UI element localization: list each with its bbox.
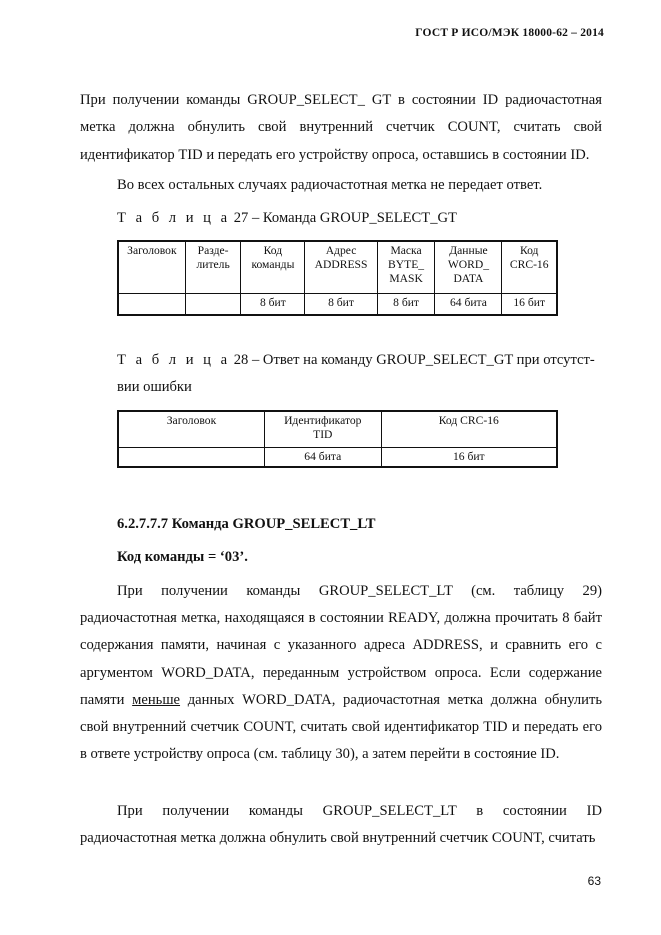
command-code: Код команды = ‘03’. (117, 549, 248, 565)
paragraph-3-text-after: данных WORD_DATA, радиочастотная метка должна обнулить свой внутренний счетчик COUNT, считать свой идентификатор TID и передать его в ответе устройству опроса (см. таблицу 30), а затем перейти в состояние ID. (80, 691, 602, 763)
table-27-value-cell: 8 бит (305, 293, 377, 315)
table-28-header-cell: Заголовок (118, 411, 264, 447)
table-27-value-row (118, 293, 557, 315)
table-28-value-cell: 16 бит (381, 447, 557, 467)
table-28 (117, 410, 558, 468)
table-27-value-cell: 64 бита (435, 293, 502, 315)
table-28-caption-line2: вии ошибки (117, 379, 192, 395)
table-28-value-cell (118, 447, 264, 467)
table-27-header-cell: Заголовок (118, 241, 185, 293)
paragraph-1 (80, 60, 602, 169)
paragraph-1-text: При получении команды GROUP_SELECT_ GT в состоянии ID радиочастотная метка должна обнулить свой внутренний счетчик COUNT, считать свой идентификатор TID и передать его устройству опроса, оставшись в состоянии ID. (80, 92, 602, 163)
table-27-header-cell: Код команды (241, 241, 305, 293)
table-28-caption (117, 349, 602, 371)
table-28-value-cell: 64 бита (264, 447, 381, 467)
table-28-caption-text: 28 – Ответ на команду GROUP_SELECT_GT при отсутст- (230, 352, 595, 368)
table-27-value-cell: 8 бит (241, 293, 305, 315)
table-27-caption-prefix: Т а б л и ц а (117, 210, 231, 226)
table-27-caption-text: 27 – Команда GROUP_SELECT_GT (230, 210, 457, 226)
table-27-value-cell (185, 293, 241, 315)
paragraph-4: При получении команды GROUP_SELECT_LT в состоянии ID радиочастотная метка должна обнулить свой внутренний счетчик COUNT, считать (80, 803, 602, 847)
table-28-header-cell: Идентификатор TID (264, 411, 381, 447)
table-27-value-cell: 16 бит (502, 293, 557, 315)
page-number: 63 (587, 874, 601, 888)
table-28-caption-prefix: Т а б л и ц а (117, 352, 231, 368)
paragraph-3 (80, 578, 602, 768)
paragraph-2: Во всех остальных случаях радиочастотная метка не передает ответ. (117, 177, 543, 193)
table-27-header-cell: Данные WORD_ DATA (435, 241, 502, 293)
table-27-header-cell: Разде- литель (185, 241, 241, 293)
table-28-header-row (118, 411, 557, 447)
section-heading: 6.2.7.7.7 Команда GROUP_SELECT_LT (117, 516, 376, 532)
table-27-value-cell: 8 бит (377, 293, 435, 315)
table-27-header-cell: Код CRC-16 (502, 241, 557, 293)
paragraph-3-text-before: При получении команды GROUP_SELECT_LT (см. таблицу 29) радиочастотная метка, находящаяся в состоянии READY, должна прочитать 8 байт содержания памяти, начиная с указанного адреса ADDRESS, и сравнить его с аргументом WORD_DATA, переданным устройством опроса. Если содержание памяти (80, 583, 602, 708)
table-27-value-cell (118, 293, 185, 315)
table-27-header-cell: Маска BYTE_ MASK (377, 241, 435, 293)
table-27-caption (117, 207, 457, 229)
table-28-header-cell: Код CRC-16 (381, 411, 557, 447)
table-27 (117, 240, 558, 316)
document-header: ГОСТ Р ИСО/МЭК 18000-62 – 2014 (415, 27, 604, 39)
table-28-value-row (118, 447, 557, 467)
table-27-header-cell: Адрес ADDRESS (305, 241, 377, 293)
paragraph-3-underlined: меньше (132, 691, 181, 708)
table-27-header-row (118, 241, 557, 293)
